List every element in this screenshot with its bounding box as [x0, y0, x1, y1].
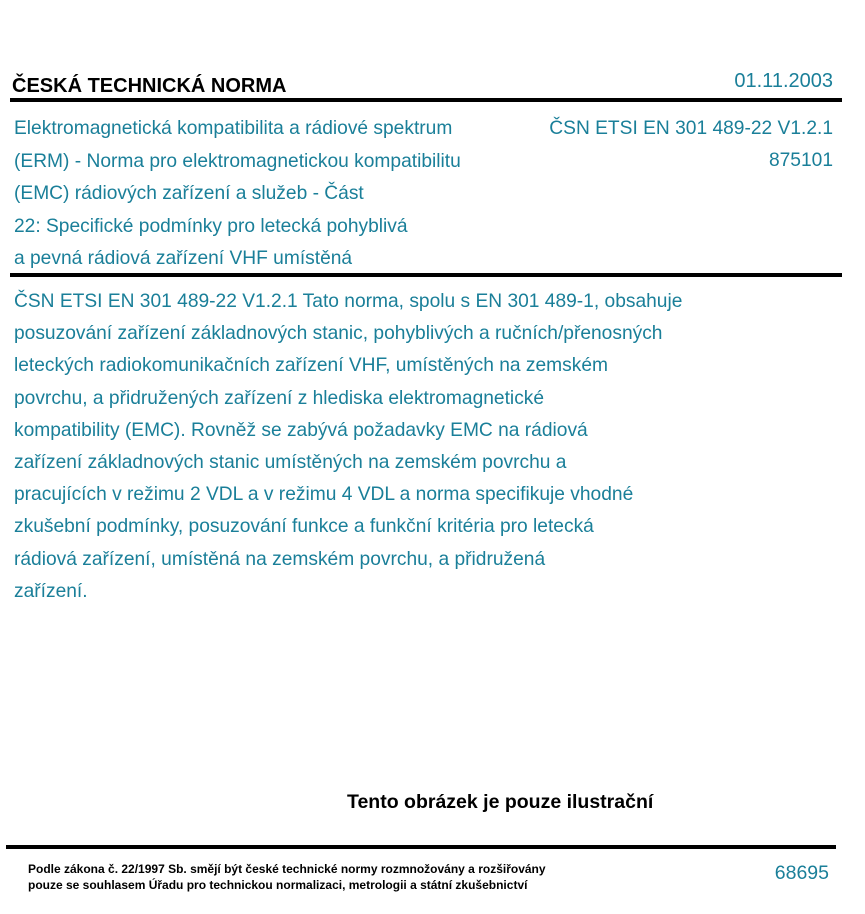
title-divider [10, 273, 842, 277]
footer-legal-notice [28, 862, 546, 893]
abstract-line: povrchu, a přidružených zařízení z hlediska elektromagnetické [14, 387, 545, 409]
classification-number: 875101 [768, 150, 833, 171]
standard-title-line: 22: Specifické podmínky pro letecká pohyblivá [14, 215, 408, 237]
illustration-notice: Tento obrázek je pouze ilustrační [347, 791, 654, 813]
standard-title-line: Elektromagnetická kompatibilita a rádiové spektrum [14, 118, 453, 139]
abstract-line: leteckých radiokomunikačních zařízení VHF, umístěných na zemském [14, 355, 608, 377]
standard-title-line: a pevná rádiová zařízení VHF umístěná [14, 248, 353, 269]
standard-title [14, 113, 524, 276]
abstract-line: posuzování zařízení základnových stanic, pohyblivých a ručních/přenosných [14, 323, 663, 345]
standard-title-line: (EMC) rádiových zařízení a služeb - Část [14, 183, 364, 204]
abstract-line: kompatibility (EMC). Rovněž se zabývá požadavky EMC na rádiová [14, 419, 588, 441]
footer-divider [6, 845, 836, 849]
abstract-line: pracujících v režimu 2 VDL a v režimu 4 VDL a norma specifikuje vhodné [14, 484, 634, 506]
document-header-title: ČESKÁ TECHNICKÁ NORMA [12, 75, 287, 97]
standard-title-line: (ERM) - Norma pro elektromagnetickou kompatibilitu [14, 150, 461, 172]
abstract-line: rádiová zařízení, umístěná na zemském povrchu, a přidružená [14, 548, 546, 570]
abstract-line: ČSN ETSI EN 301 489-22 V1.2.1 Tato norma, spolu s EN 301 489-1, obsahuje [14, 291, 683, 312]
abstract-line: zařízení základnových stanic umístěných na zemském povrchu a [14, 452, 567, 474]
catalog-number: 68695 [774, 862, 829, 884]
footer-legal-line: pouze se souhlasem Úřadu pro technickou normalizaci, metrologii a státní zkušebnictví [28, 877, 528, 892]
footer-legal-line: Podle zákona č. 22/1997 Sb. smějí být české technické normy rozmnožovány a rozšiřovány [28, 862, 546, 876]
header-divider [10, 98, 842, 102]
standard-code: ČSN ETSI EN 301 489-22 V1.2.1 [549, 118, 833, 139]
document-date: 01.11.2003 [734, 70, 833, 92]
abstract-line: zkušební podmínky, posuzování funkce a funkční kritéria pro letecká [14, 516, 594, 538]
abstract-line: zařízení. [14, 580, 88, 602]
abstract-text [14, 286, 774, 608]
